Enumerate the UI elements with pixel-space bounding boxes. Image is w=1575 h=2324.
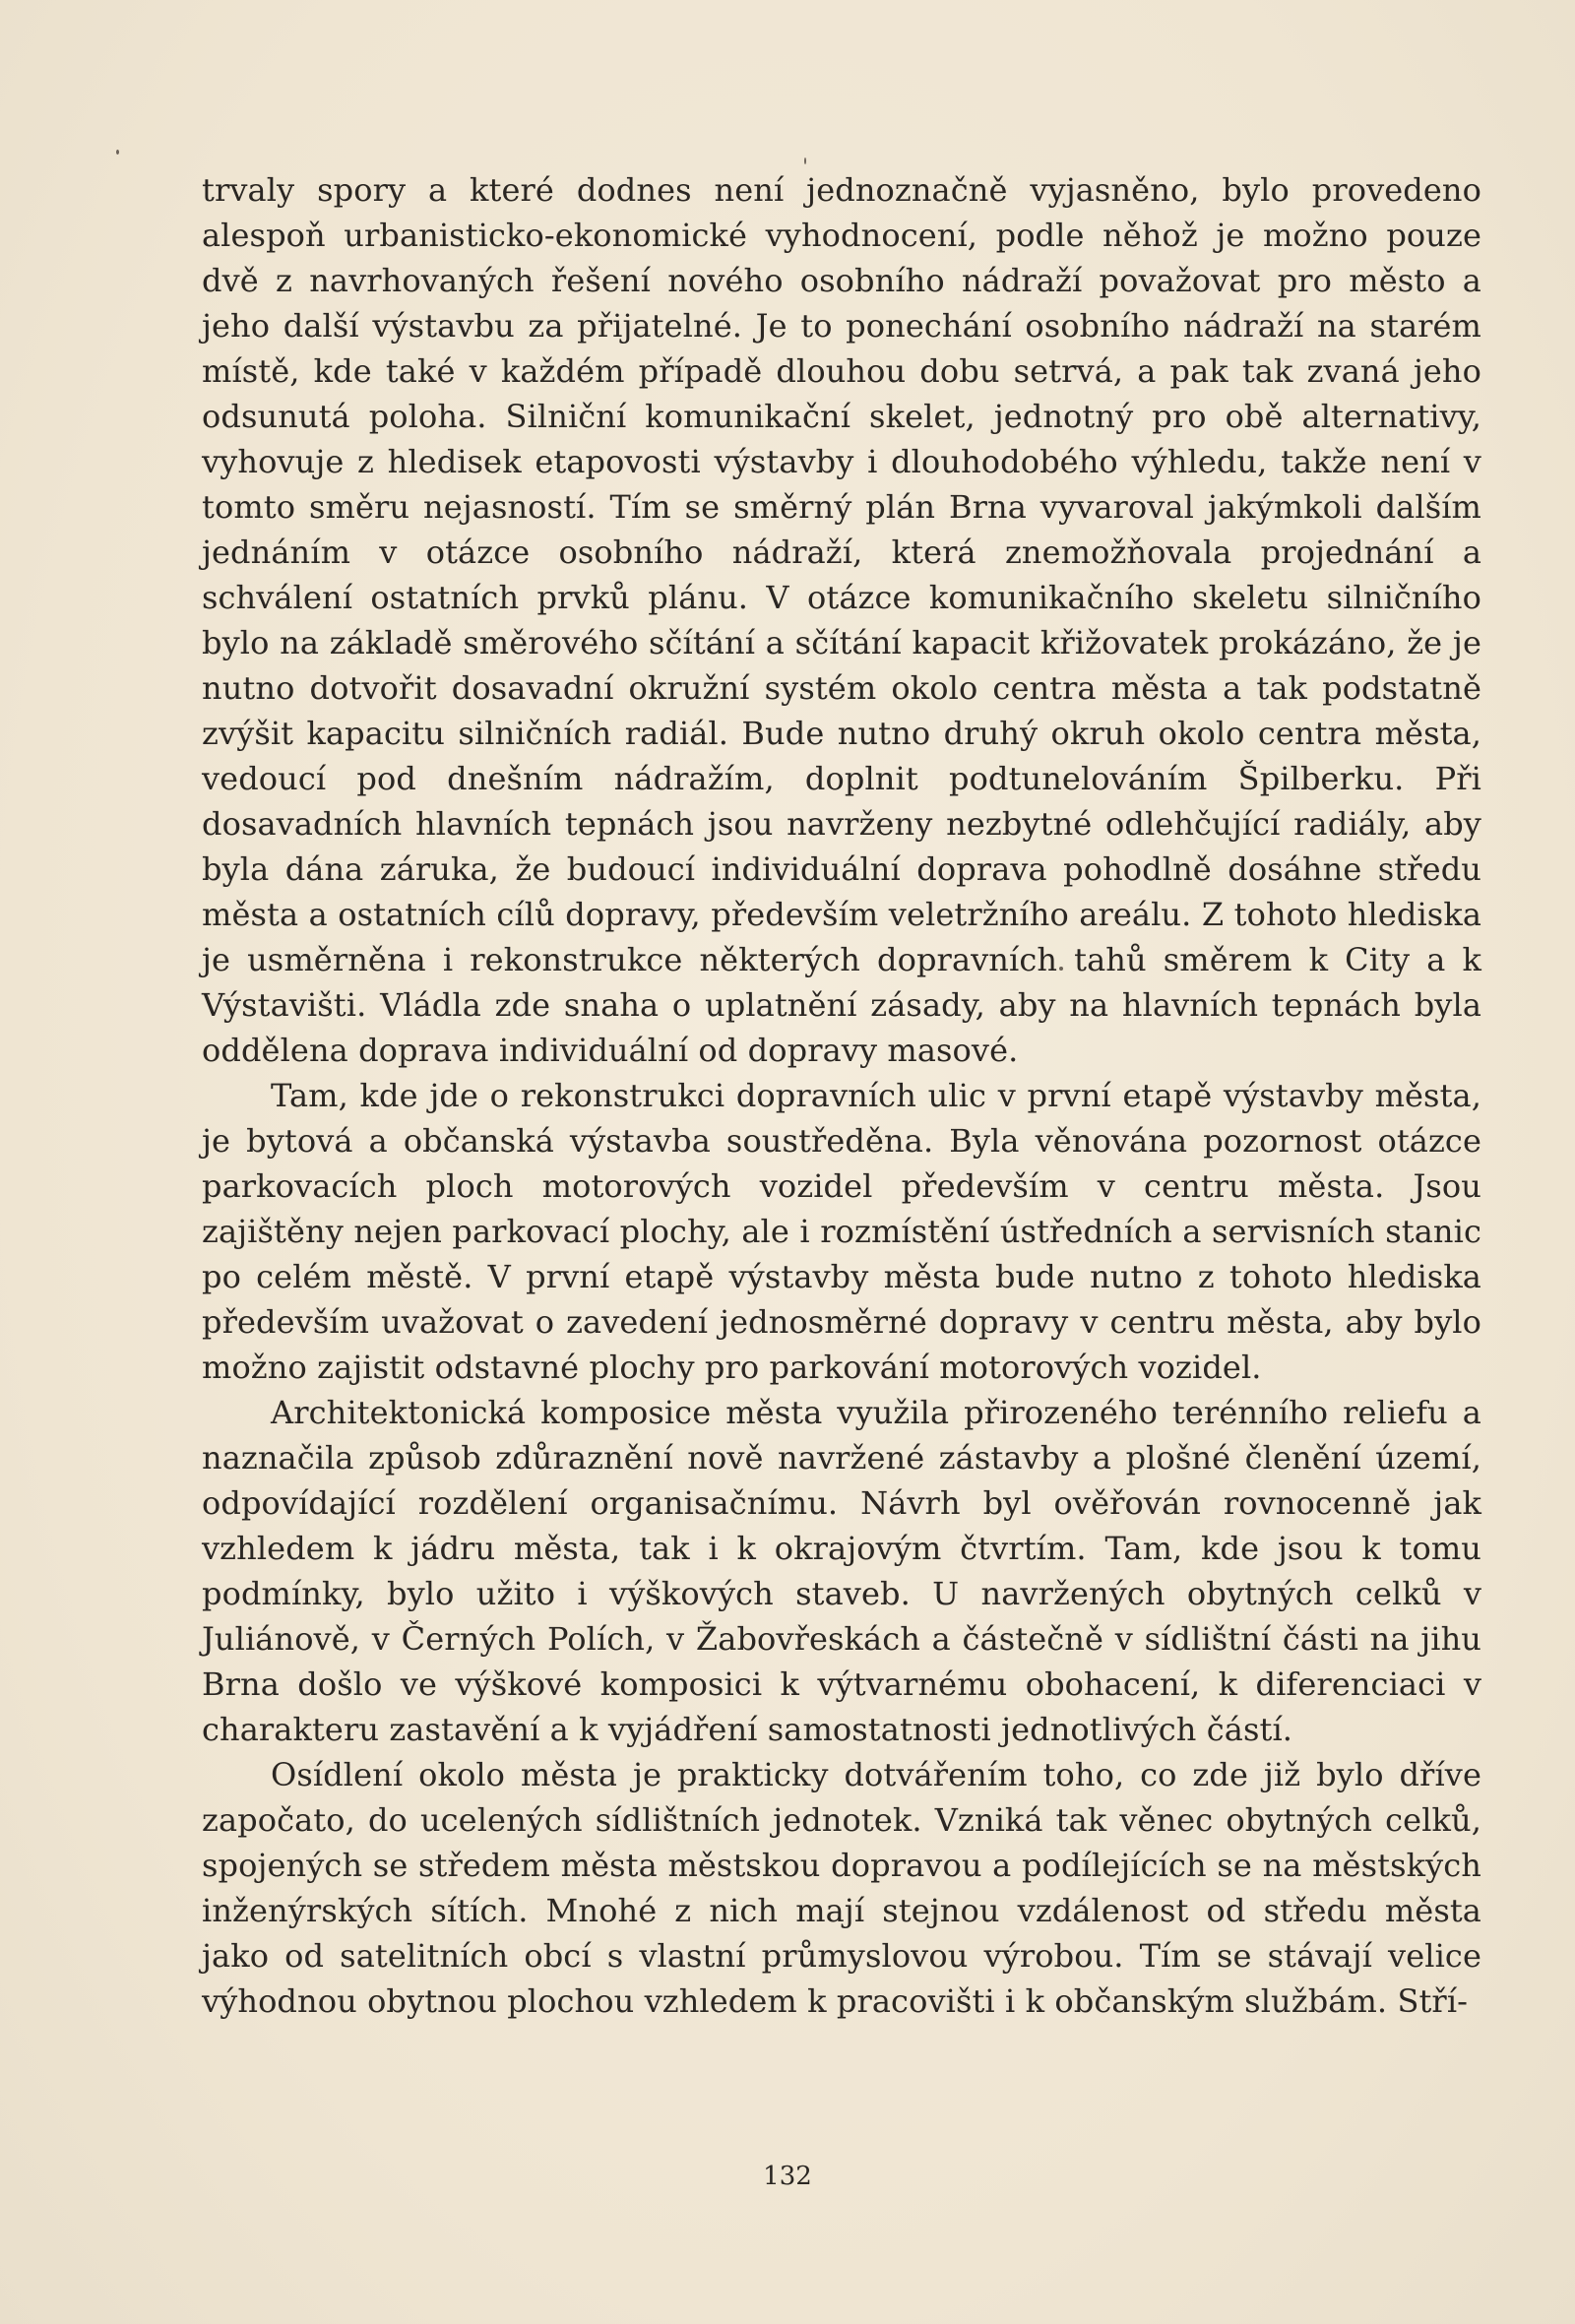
paragraph: Tam, kde jde o rekonstrukci dopravních ulic v první etapě výstavby města, je bytová a občanská výstavba soustředěna. Byla věnována pozornost otázce parkovacích ploch motorových vozidel především v centru města. Jsou zajištěny nejen parkovací plochy, ale i rozmístění ústředních a servisních stanic po celém městě. V první etapě výstavby města bude nutno z tohoto hlediska především uvažovat o zavedení jednosměrné dopravy v centru města, aby bylo možno zajistit odstavné plochy pro parkování motorových vozidel. [202,1077,1481,1386]
page-number: 132 [763,2162,812,2191]
paragraph: Osídlení okolo města je prakticky dotvářením toho, co zde již bylo dříve započato, do ucelených sídlištních jednotek. Vzniká tak věnec obytných celků, spojených se středem města městskou dopravou a podílejících se na městských inženýrských sítích. Mnohé z nich mají stejnou vzdálenost od středu města jako od satelitních obcí s vlastní průmyslovou výrobou. Tím se stávají velice výhodnou obytnou plochou vzhledem k pracovišti i k občanským službám. Stří- [202,1756,1481,2020]
body-text [202,167,1481,2024]
paper-speck [804,157,806,164]
paragraph: trvaly spory a které dodnes není jednoznačně vyjasněno, bylo provedeno alespoň urbanisticko-ekonomické vyhodnocení, podle něhož je možno pouze dvě z navrhovaných řešení nového osobního nádraží považovat pro město a jeho další výstavbu za přijatelné. Je to ponechání osobního nádraží na starém místě, kde také v každém případě dlouhou dobu setrvá, a pak tak zvaná jeho odsunutá poloha. Silniční komunikační skelet, jednotný pro obě alternativy, vyhovuje z hledisek etapovosti výstavby i dlouhodobého výhledu, takže není v tomto směru nejasností. Tím se směrný plán Brna vyvaroval jakýmkoli dalším jednáním v otázce osobního nádraží, která znemožňovala projednání a schválení ostatních prvků plánu. V otázce komunikačního skeletu silničního bylo na základě směrového sčítání a sčítání kapacit křižovatek prokázáno, že je nutno dotvořit dosavadní okružní systém okolo centra města a tak podstatně zvýšit kapacitu silničních radiál. Bude nutno druhý okruh okolo centra města, vedoucí pod dnešním nádražím, doplnit podtunelováním Špilberku. Při dosavadních hlavních tepnách jsou navrženy nezbytné odlehčující radiály, aby byla dána záruka, že budoucí individuální doprava pohodlně dosáhne středu města a ostatních cílů dopravy, především veletržního areálu. Z tohoto hlediska je usměrněna i rekonstrukce některých dopravních tahů směrem k City a k Výstavišti. Vládla zde snaha o uplatnění zásady, aby na hlavních tepnách byla oddělena doprava individuální od dopravy masové. [202,171,1481,1069]
paper-speck [116,150,119,155]
paragraph: Architektonická komposice města využila přirozeného terénního reliefu a naznačila způsob zdůraznění nově navržené zástavby a plošné členění území, odpovídající rozdělení organisačnímu. Návrh byl ověřován rovnocenně jak vzhledem k jádru města, tak i k okrajovým čtvrtím. Tam, kde jsou k tomu podmínky, bylo užito i výškových staveb. U navržených obytných celků v Juliánově, v Černých Polích, v Žabovřeskách a částečně v sídlištní části na jihu Brna došlo ve výškové komposici k výtvarnému obohacení, k diferenciaci v charakteru zastavění a k vyjádření samostatnosti jednotlivých částí. [202,1394,1481,1748]
